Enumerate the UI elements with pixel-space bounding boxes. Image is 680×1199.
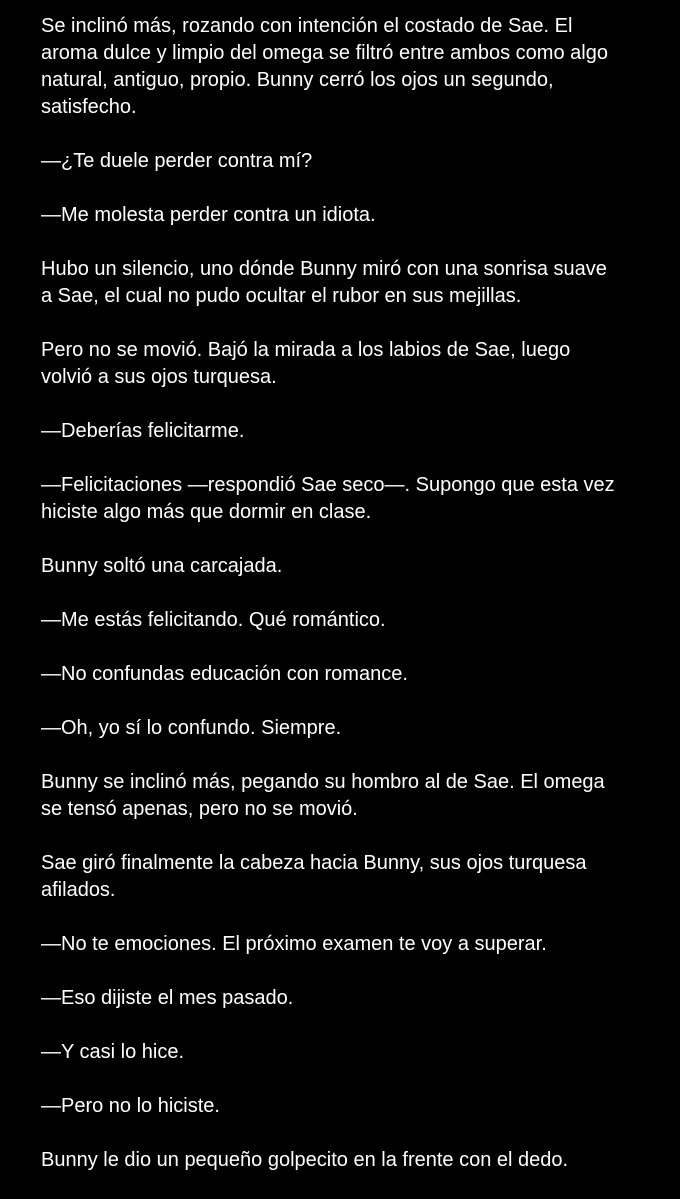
paragraph-narration: Se inclinó más, rozando con intención el costado de Sae. El aroma dulce y limpio del omega se filtró entre ambos como algo natural, antiguo, propio. Bunny cerró los ojos un segundo, satisfecho.	[41, 15, 608, 118]
story-text	[41, 13, 641, 1174]
paragraph-dialogue: —Deberías felicitarme.	[41, 420, 245, 442]
paragraph-dialogue: —Y casi lo hice.	[41, 1041, 185, 1063]
paragraph-dialogue: —No te emociones. El próximo examen te voy a superar.	[41, 933, 547, 955]
paragraph-dialogue: —¿Te duele perder contra mí?	[41, 150, 313, 172]
paragraph-dialogue: —Me molesta perder contra un idiota.	[41, 204, 376, 226]
paragraph-dialogue: —Oh, yo sí lo confundo. Siempre.	[41, 717, 342, 739]
paragraph-dialogue: —Felicitaciones —respondió Sae seco—. Supongo que esta vez hiciste algo más que dormir en clase.	[41, 474, 615, 523]
paragraph-dialogue: —Pero no lo hiciste.	[41, 1095, 220, 1117]
paragraph-narration: Bunny le dio un pequeño golpecito en la frente con el dedo.	[41, 1149, 569, 1171]
paragraph-dialogue: —Me estás felicitando. Qué romántico.	[41, 609, 386, 631]
paragraph-narration: Bunny soltó una carcajada.	[41, 555, 283, 577]
paragraph-narration: Sae giró finalmente la cabeza hacia Bunny, sus ojos turquesa afilados.	[41, 852, 587, 901]
paragraph-dialogue: —No confundas educación con romance.	[41, 663, 408, 685]
paragraph-narration: Hubo un silencio, uno dónde Bunny miró con una sonrisa suave a Sae, el cual no pudo ocultar el rubor en sus mejillas.	[41, 258, 607, 307]
paragraph-narration: Pero no se movió. Bajó la mirada a los labios de Sae, luego volvió a sus ojos turquesa.	[41, 339, 571, 388]
paragraph-dialogue: —Eso dijiste el mes pasado.	[41, 987, 294, 1009]
paragraph-narration: Bunny se inclinó más, pegando su hombro al de Sae. El omega se tensó apenas, pero no se movió.	[41, 771, 605, 820]
